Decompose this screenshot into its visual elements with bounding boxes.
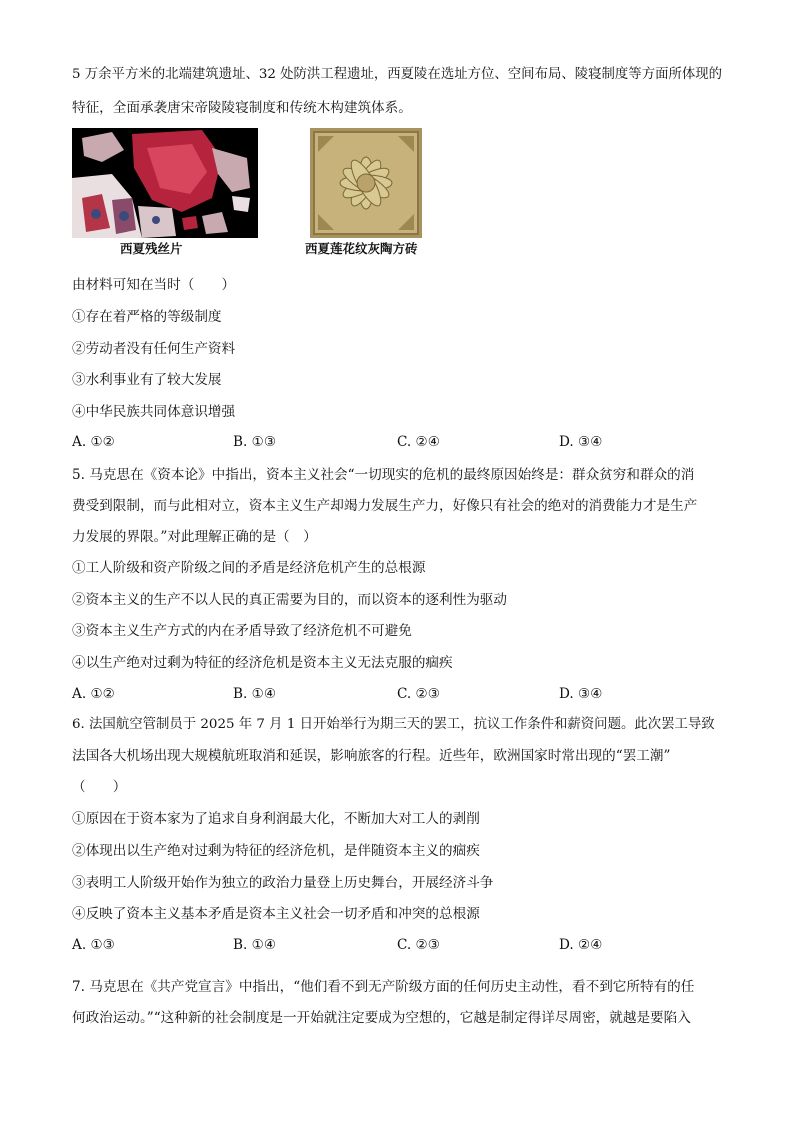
q4-item-4: ④中华民族共同体意识增强	[72, 404, 236, 420]
q7-stem-line-2: 何政治运动。”“这种新的社会制度是一开始就注定要成为空想的，它越是制定得详尽周密，就越是要陷入	[72, 1010, 691, 1026]
q7-stem-line-1: 7. 马克思在《共产党宣言》中指出，“他们看不到无产阶级方面的任何历史主动性，看不到它所特有的任	[72, 979, 695, 995]
q6-item-3: ③表明工人阶级开始作为独立的政治力量登上历史舞台，开展经济斗争	[72, 875, 494, 891]
q5-item-4: ④以生产绝对过剩为特征的经济危机是资本主义无法克服的痼疾	[72, 655, 453, 671]
q4-item-3: ③水利事业有了较大发展	[72, 372, 222, 388]
q5-stem-line-1: 5. 马克思在《资本论》中指出，资本主义社会“一切现实的危机的最终原因始终是：群众贫穷和群众的消	[72, 467, 695, 483]
q6-option-d[interactable]: D. ②④	[559, 937, 603, 953]
q6-item-4: ④反映了资本主义基本矛盾是资本主义社会一切矛盾和冲突的总根源	[72, 906, 480, 922]
q6-item-1: ①原因在于资本家为了追求自身利润最大化，不断加大对工人的剥削	[72, 811, 480, 827]
lotus-brick-caption: 西夏莲花纹灰陶方砖	[305, 241, 418, 256]
q6-item-2: ②体现出以生产绝对过剩为特征的经济危机，是伴随资本主义的痼疾	[72, 843, 480, 859]
q5-stem-line-3: 力发展的界限。”对此理解正确的是（ ）	[72, 529, 317, 545]
intro-line-1: 5 万余平方米的北端建筑遗址、32 处防洪工程遗址，西夏陵在选址方位、空间布局、陵寝制度等方面所体现的	[72, 67, 723, 82]
q4-option-a[interactable]: A. ①②	[72, 434, 115, 450]
q5-option-b[interactable]: B. ①④	[233, 686, 277, 702]
q4-option-d[interactable]: D. ③④	[559, 434, 603, 450]
q5-item-3: ③资本主义生产方式的内在矛盾导致了经济危机不可避免	[72, 623, 412, 639]
silk-fragment-caption: 西夏残丝片	[120, 241, 183, 256]
q6-stem-line-1: 6. 法国航空管制员于 2025 年 7 月 1 日开始举行为期三天的罢工，抗议工作条件和薪资问题。此次罢工导致	[72, 717, 715, 732]
q4-stem: 由材料可知在当时（ ）	[72, 277, 236, 293]
q5-stem-line-2: 费受到限制，而与此相对立，资本主义生产却竭力发展生产力，好像只有社会的绝对的消费能力才是生产	[72, 498, 698, 514]
q5-item-2: ②资本主义的生产不以人民的真正需要为目的，而以资本的逐利性为驱动	[72, 592, 507, 608]
q4-item-1: ①存在着严格的等级制度	[72, 309, 222, 325]
q4-option-b[interactable]: B. ①③	[233, 434, 277, 450]
q5-option-d[interactable]: D. ③④	[559, 686, 603, 702]
q6-option-b[interactable]: B. ①④	[233, 937, 277, 953]
q4-option-c[interactable]: C. ②④	[397, 434, 440, 450]
q6-stem-line-2: 法国各大机场出现大规模航班取消和延误，影响旅客的行程。近些年，欧洲国家时常出现的“罢工潮”	[72, 748, 671, 764]
intro-line-2: 特征，全面承袭唐宋帝陵陵寝制度和传统木构建筑体系。	[72, 100, 412, 116]
q4-item-2: ②劳动者没有任何生产资料	[72, 341, 236, 357]
q6-stem-line-3: （ ）	[72, 779, 127, 795]
q5-item-1: ①工人阶级和资产阶级之间的矛盾是经济危机产生的总根源	[72, 560, 426, 576]
lotus-brick-image	[310, 128, 422, 238]
q5-option-a[interactable]: A. ①②	[72, 686, 115, 702]
q6-option-c[interactable]: C. ②③	[397, 937, 440, 953]
silk-fragment-image	[72, 128, 258, 238]
q6-option-a[interactable]: A. ①③	[72, 937, 115, 953]
q5-option-c[interactable]: C. ②③	[397, 686, 440, 702]
